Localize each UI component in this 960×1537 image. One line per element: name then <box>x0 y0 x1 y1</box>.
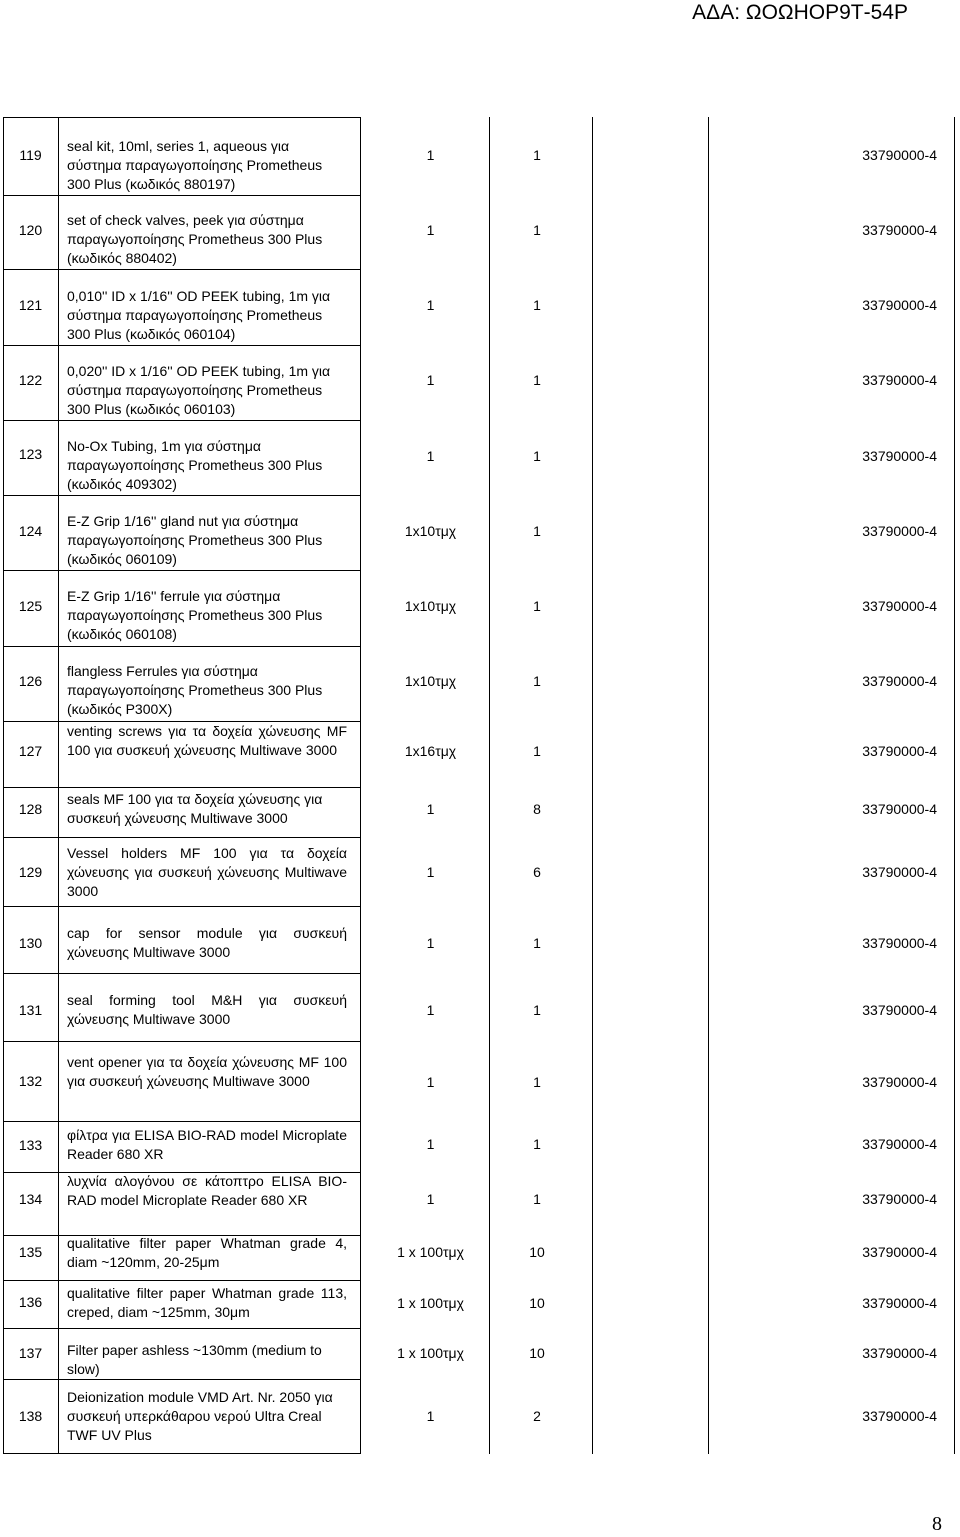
row-description: seal forming tool M&H για συσκευή χώνευσης Multiwave 3000 <box>67 992 347 1027</box>
row-amount: 1 <box>533 598 541 614</box>
row-cpv-code: 33790000-4 <box>862 222 937 238</box>
row-number: 130 <box>18 935 43 951</box>
document-header-ada: ΑΔΑ: ΩΟΩΗΟΡ9Τ-54Ρ <box>692 1 908 24</box>
row-cpv-code: 33790000-4 <box>862 297 937 313</box>
row-quantity: 1 <box>426 147 435 163</box>
row-amount: 10 <box>529 1345 545 1361</box>
row-quantity: 1 <box>426 1002 435 1018</box>
row-description: λυχνία αλογόνου σε κάτοπτρο ELISA BIO-RAD model Microplate Reader 680 XR <box>67 1173 347 1208</box>
row-quantity: 1 <box>426 1136 435 1152</box>
row-number: 136 <box>18 1294 43 1310</box>
row-amount: 1 <box>533 147 541 163</box>
row-number: 127 <box>18 743 43 759</box>
row-cpv-code: 33790000-4 <box>862 1244 937 1260</box>
row-quantity: 1 <box>426 864 435 880</box>
row-amount: 1 <box>533 372 541 388</box>
row-amount: 1 <box>533 1191 541 1207</box>
row-number: 120 <box>18 222 43 238</box>
row-amount: 1 <box>533 743 541 759</box>
row-amount: 1 <box>533 523 541 539</box>
row-cpv-code: 33790000-4 <box>862 935 937 951</box>
row-amount: 8 <box>533 801 541 817</box>
row-description: No-Ox Tubing, 1m για σύστημα παραγωγοποίησης Prometheus 300 Plus (κωδικός 409302) <box>67 438 323 492</box>
row-amount: 10 <box>529 1295 545 1311</box>
row-cpv-code: 33790000-4 <box>862 1408 937 1424</box>
row-amount: 10 <box>529 1244 545 1260</box>
row-quantity: 1x16τμχ <box>404 743 457 759</box>
row-quantity: 1 <box>426 1191 435 1207</box>
row-number: 135 <box>18 1244 43 1260</box>
row-description: seal kit, 10ml, series 1, aqueous για σύστημα παραγωγοποίησης Prometheus 300 Plus (κωδικός 880197) <box>67 138 323 192</box>
row-description: 0,020'' ID x 1/16'' OD PEEK tubing, 1m για σύστημα παραγωγοποίησης Prometheus 300 Plus (κωδικός 060103) <box>67 363 331 417</box>
row-amount: 1 <box>533 935 541 951</box>
row-amount: 6 <box>533 864 541 880</box>
row-number: 137 <box>18 1345 43 1361</box>
row-cpv-code: 33790000-4 <box>862 372 937 388</box>
row-cpv-code: 33790000-4 <box>862 801 937 817</box>
row-quantity: 1 <box>426 372 435 388</box>
row-number: 129 <box>18 864 43 880</box>
row-description: Deionization module VMD Art. Nr. 2050 για συσκευή υπερκάθαρου νερού Ultra Creal TWF UV Plus <box>67 1389 333 1443</box>
row-number: 133 <box>18 1137 43 1153</box>
row-cpv-code: 33790000-4 <box>862 673 937 689</box>
row-quantity: 1x10τμχ <box>404 673 457 689</box>
row-cpv-code: 33790000-4 <box>862 1002 937 1018</box>
row-number: 126 <box>18 673 43 689</box>
row-cpv-code: 33790000-4 <box>862 598 937 614</box>
page-number: 8 <box>932 1513 942 1535</box>
row-description: 0,010'' ID x 1/16'' OD PEEK tubing, 1m για σύστημα παραγωγοποίησης Prometheus 300 Plus (κωδικός 060104) <box>67 288 331 342</box>
row-description: venting screws για τα δοχεία χώνευσης MF 100 για συσκευή χώνευσης Multiwave 3000 <box>67 723 347 758</box>
row-number: 119 <box>19 147 42 163</box>
row-number: 138 <box>18 1408 43 1424</box>
row-cpv-code: 33790000-4 <box>862 147 937 163</box>
row-cpv-code: 33790000-4 <box>862 1345 937 1361</box>
row-number: 125 <box>18 598 43 614</box>
row-description: φίλτρα για ELISA BIO-RAD model Microplate Reader 680 XR <box>67 1127 347 1162</box>
row-quantity: 1 <box>426 297 435 313</box>
row-number: 122 <box>18 372 43 388</box>
row-description: E-Z Grip 1/16'' ferrule για σύστημα παραγωγοποίησης Prometheus 300 Plus (κωδικός 060108) <box>67 588 323 642</box>
row-quantity: 1 <box>426 448 435 464</box>
row-amount: 1 <box>533 448 541 464</box>
row-number: 131 <box>18 1002 43 1018</box>
row-quantity: 1 <box>426 222 435 238</box>
row-amount: 1 <box>533 1074 541 1090</box>
row-number: 121 <box>18 297 43 313</box>
row-cpv-code: 33790000-4 <box>862 864 937 880</box>
row-description: seals MF 100 για τα δοχεία χώνευσης για συσκευή χώνευσης Multiwave 3000 <box>67 791 323 826</box>
row-amount: 1 <box>533 673 541 689</box>
row-number: 134 <box>18 1191 43 1207</box>
row-quantity: 1 x 100τμχ <box>397 1345 464 1361</box>
row-cpv-code: 33790000-4 <box>862 743 937 759</box>
row-quantity: 1x10τμχ <box>404 523 457 539</box>
row-cpv-code: 33790000-4 <box>862 1295 937 1311</box>
row-description: qualitative filter paper Whatman grade 4, diam ~120mm, 20-25μm <box>67 1235 347 1270</box>
row-number: 128 <box>18 801 43 817</box>
row-amount: 1 <box>533 297 541 313</box>
row-quantity: 1 x 100τμχ <box>397 1244 464 1260</box>
row-description: cap for sensor module για συσκευή χώνευσης Multiwave 3000 <box>67 925 347 960</box>
row-cpv-code: 33790000-4 <box>862 448 937 464</box>
row-description: Filter paper ashless ~130mm (medium to slow) <box>67 1342 322 1377</box>
row-number: 124 <box>18 523 43 539</box>
row-quantity: 1 <box>426 1074 435 1090</box>
row-quantity: 1 <box>426 1408 435 1424</box>
row-quantity: 1 <box>426 801 435 817</box>
row-cpv-code: 33790000-4 <box>862 1074 937 1090</box>
row-amount: 2 <box>533 1408 541 1424</box>
row-description: vent opener για τα δοχεία χώνευσης MF 100 για συσκευή χώνευσης Multiwave 3000 <box>67 1054 347 1089</box>
row-description: qualitative filter paper Whatman grade 113, creped, diam ~125mm, 30μm <box>67 1285 347 1320</box>
row-quantity: 1x10τμχ <box>404 598 457 614</box>
row-number: 132 <box>18 1073 43 1089</box>
row-cpv-code: 33790000-4 <box>862 523 937 539</box>
row-description: flangless Ferrules για σύστημα παραγωγοποίησης Prometheus 300 Plus (κωδικός P300X) <box>67 663 323 717</box>
row-amount: 1 <box>533 1002 541 1018</box>
row-amount: 1 <box>533 1136 541 1152</box>
items-table <box>3 117 955 1454</box>
row-cpv-code: 33790000-4 <box>862 1136 937 1152</box>
row-description: E-Z Grip 1/16'' gland nut για σύστημα παραγωγοποίησης Prometheus 300 Plus (κωδικός 060109) <box>67 513 323 567</box>
row-amount: 1 <box>533 222 541 238</box>
row-quantity: 1 x 100τμχ <box>397 1295 464 1311</box>
row-number: 123 <box>18 446 43 462</box>
row-description: set of check valves, peek για σύστημα παραγωγοποίησης Prometheus 300 Plus (κωδικός 880402) <box>67 212 323 266</box>
row-cpv-code: 33790000-4 <box>862 1191 937 1207</box>
row-description: Vessel holders MF 100 για τα δοχεία χώνευσης για συσκευή χώνευσης Multiwave 3000 <box>67 845 347 899</box>
row-quantity: 1 <box>426 935 435 951</box>
